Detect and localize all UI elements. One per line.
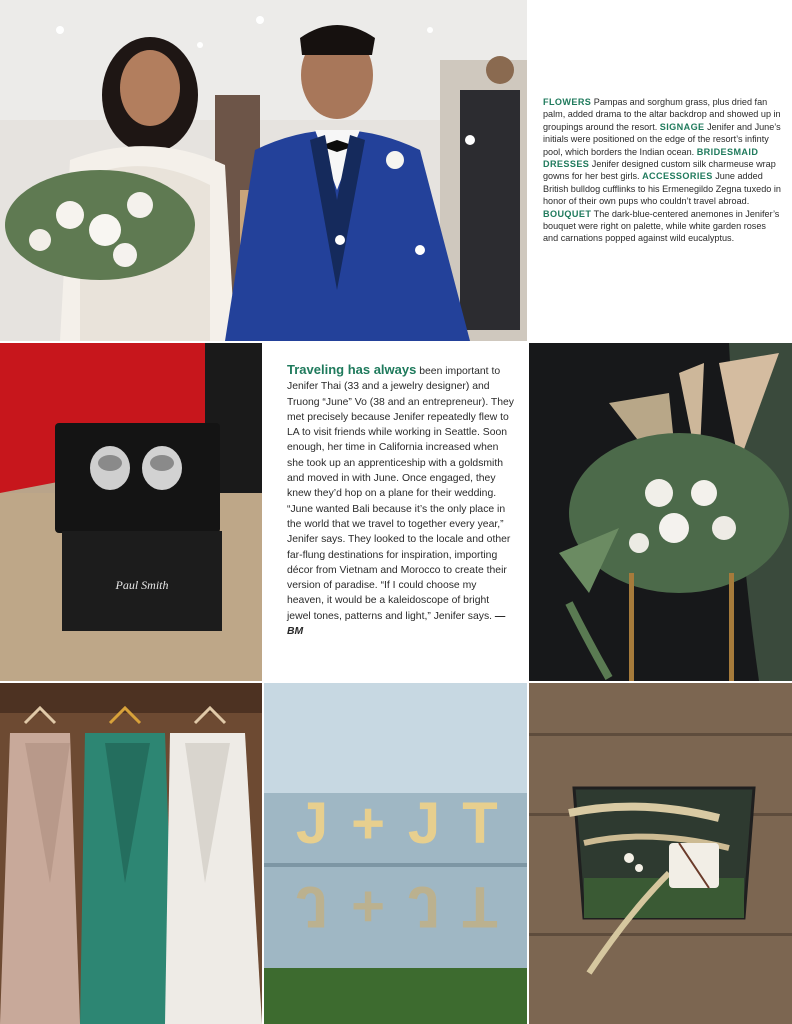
signage-photo	[264, 683, 527, 1024]
gift-box-photo	[529, 683, 792, 1024]
story-body: been important to Jenifer Thai (33 and a jewelry designer) and Truong “June” Vo (38 and an entrepreneur). They met precisely because Jenifer repeatedly flew to LA to visit friends while working in Seattle. Soon enough, her time in California increased when she took up an apprenticeship with a goldsmith and moved in with June. Once engaged, they knew they’d hop on a plane for their wedding. “June wanted Bali because it’s the only place in the world that we travel to together every year,” Jenifer says. They looked to the locale and other far-flung destinations for inspiration, importing décor from Vietnam and Morocco to create their version of paradise. “If I could choose my heaven, it would be a kaleidoscope of bright jewel tones, patterns and light,” Jenifer says.	[287, 366, 514, 622]
sign-letter-j2: J	[407, 791, 441, 856]
story-text	[287, 362, 515, 639]
credit-bouquet: BOUQUET The dark-blue-centered anemones in Jenifer’s bouquet were right on palette, while white garden roses and carnations popped against wild eucalyptus.	[543, 208, 780, 244]
sign-letter-t: T	[462, 791, 498, 856]
story-lead: Traveling has always	[287, 362, 417, 377]
sign-reflection-t: T	[462, 874, 498, 939]
bridesmaid-dresses-photo	[0, 683, 262, 1024]
credit-accessories: ACCESSORIES June added British bulldog cufflinks to his Ermenegildo Zegna tuxedo in honor of their own pups who couldn’t travel abroad.	[543, 171, 781, 207]
story-signature: —BM	[287, 610, 506, 638]
credit-flowers: FLOWERS Pampas and sorghum grass, plus dried fan palm, added drama to the altar backdrop and showed up in groupings around the resort.	[543, 97, 781, 132]
credit-bridesmaid-dresses: BRIDESMAID DRESSES Jenifer designed custom silk charmeuse wrap gowns for her best girls.	[543, 146, 776, 182]
sign-reflection-plus: +	[351, 874, 385, 939]
credit-signage: SIGNAGE Jenifer and June’s initials were positioned on the edge of the resort’s infinty pool, which borders the Indian ocean.	[543, 121, 781, 157]
sign-letter-plus: +	[351, 791, 385, 856]
sign-letter-j1: J	[295, 791, 329, 856]
cufflinks-photo	[0, 343, 262, 681]
sign-reflection-j2: J	[407, 874, 441, 939]
couple-photo	[0, 0, 527, 341]
floral-arrangement-photo	[529, 343, 792, 681]
box-brand-text: Paul Smith	[115, 578, 169, 592]
credits-sidebar	[543, 96, 783, 245]
sign-reflection-j1: J	[295, 874, 329, 939]
